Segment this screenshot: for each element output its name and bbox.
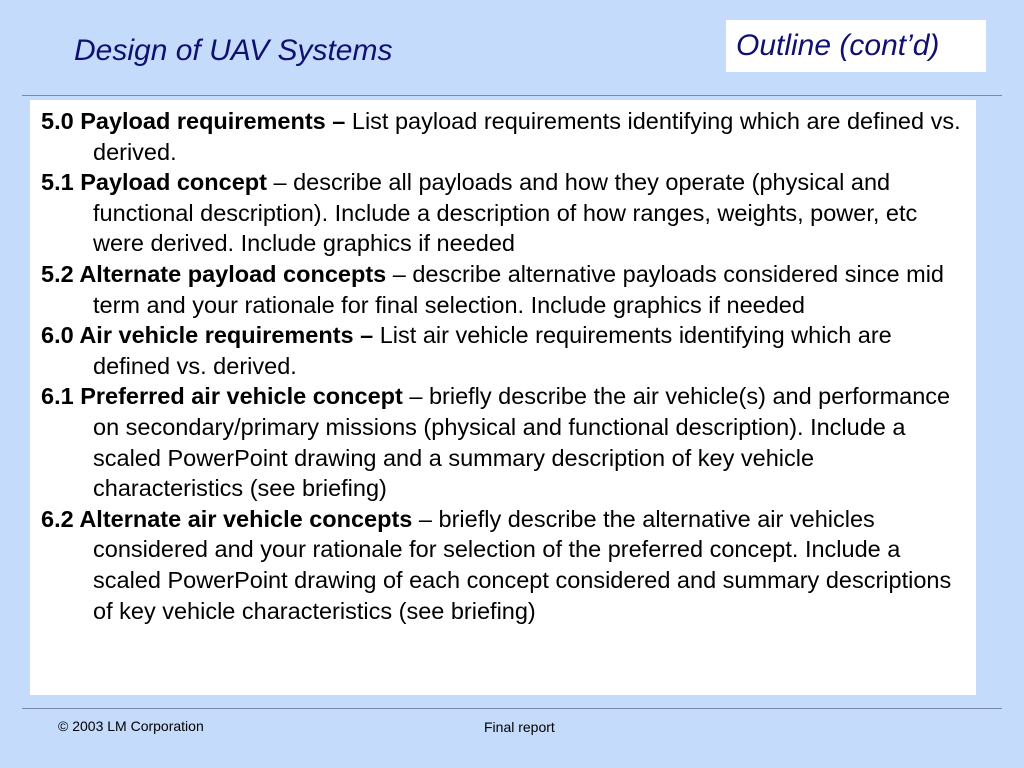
footer-copyright: © 2003 LM Corporation	[58, 718, 204, 734]
outline-item-6-1	[41, 381, 968, 503]
outline-text: – briefly describe the alternative air vehicles considered and your rationale for selection of the preferred concept. Include a scaled PowerPoint drawing of each concept considered and summary descriptions of key vehicle characteristics (see briefing)	[93, 505, 952, 624]
footer-label: Final report	[484, 719, 555, 735]
outline-term: 6.0 Air vehicle requirements –	[41, 322, 374, 349]
outline-text: List payload requirements identifying which are defined vs. derived.	[93, 108, 961, 165]
course-title: Design of UAV Systems	[74, 34, 393, 67]
outline-text: – briefly describe the air vehicle(s) and performance on secondary/primary missions (physical and functional description). Include a scaled PowerPoint drawing and a summary description of key vehicle characteristics (see briefing)	[93, 383, 951, 502]
outline-term: 5.1 Payload concept	[41, 169, 267, 196]
header-divider	[22, 95, 1002, 96]
outline-content	[30, 100, 976, 695]
outline-term: 5.2 Alternate payload concepts	[41, 260, 387, 287]
section-title: Outline (cont’d)	[726, 20, 986, 72]
outline-item-5-0	[41, 106, 968, 167]
outline-term: 5.0 Payload requirements –	[41, 108, 346, 134]
outline-term: 6.2 Alternate air vehicle concepts	[41, 505, 413, 532]
outline-text: – describe all payloads and how they operate (physical and functional description). Include a description of how ranges, weights, power, etc were derived. Include graphics if needed	[93, 169, 918, 257]
outline-text: – describe alternative payloads considered since mid term and your rationale for final selection. Include graphics if needed	[93, 260, 944, 318]
outline-item-6-0	[41, 320, 968, 381]
outline-item-5-2	[41, 259, 968, 320]
outline-text: List air vehicle requirements identifying which are defined vs. derived.	[93, 322, 892, 379]
outline-item-5-1	[41, 167, 968, 259]
outline-item-6-2	[41, 504, 968, 626]
outline-term: 6.1 Preferred air vehicle concept	[41, 383, 403, 410]
footer-divider	[22, 708, 1002, 709]
